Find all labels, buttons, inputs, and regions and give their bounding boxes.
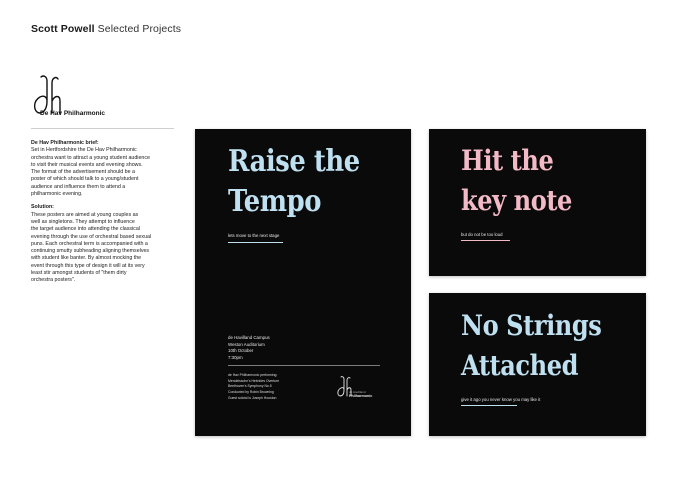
header-subtitle: Selected Projects	[97, 23, 182, 35]
tagline-underline	[461, 405, 517, 406]
poster-headline-line2: Tempo	[228, 184, 322, 219]
event-details	[228, 335, 270, 361]
brief-text: Set in Hertfordshire the De Hav Philharmonic orchestra want to attract a young student audience to visit their musical events and evening shows. The format of the advertisement should be a poster of which should talk to a young/student audience and influence them to attend a philharmonic evening.	[31, 147, 150, 198]
poster-tagline: lets move to the next stage	[228, 233, 280, 238]
event-date: 10th October	[228, 348, 254, 354]
poster-headline-line1: Hit the	[461, 144, 554, 177]
brand-name: De Hav Philharmonic	[40, 110, 106, 117]
poster-no-strings-attached	[429, 293, 646, 436]
poster-headline-line1: No Strings	[461, 309, 602, 342]
divider	[31, 128, 174, 129]
credit-line: Conducted by Robin Browning	[228, 390, 274, 395]
page-header	[31, 23, 181, 35]
credit-line: Guest soloist is Joseph Houston	[228, 395, 277, 400]
designer-name: Scott Powell	[31, 23, 95, 35]
tagline-underline	[461, 240, 510, 241]
tagline-underline	[228, 242, 283, 243]
poster-headline-line2: key note	[461, 184, 572, 217]
poster-brand-big: Philharmonic	[349, 394, 373, 398]
credit-line: Mendelssohn's Hebrides Overture	[228, 378, 280, 383]
credit-line: Beethoven's Symphony No.5	[228, 384, 272, 389]
poster-hit-the-key-note	[429, 129, 646, 276]
poster-divider	[228, 365, 380, 366]
poster-brand-small: de Havilland	[349, 390, 366, 394]
poster-headline-line1: Raise the	[228, 144, 360, 179]
project-brief	[31, 140, 181, 285]
solution-label: Solution:	[31, 204, 54, 211]
credit-line: de Hav Philharmonic performing:	[228, 373, 278, 377]
performance-credits	[228, 373, 279, 402]
brief-label: De Hav Philharmonic brief:	[31, 140, 99, 146]
event-venue: de Havilland Campus	[228, 335, 270, 340]
event-hall: Weston Auditorium	[228, 341, 265, 347]
event-time: 7:30pm	[228, 354, 243, 360]
poster-tagline: give it ago you never know you may like it	[461, 397, 541, 402]
poster-headline-line2: Attached	[461, 349, 579, 382]
poster-raise-the-tempo	[195, 129, 411, 436]
poster-brand	[349, 390, 372, 398]
solution-text: These posters are aimed at young couples as well as singletons. They attempt to influence the target audience into attending the classical evening through the use of orchestral based sexual puns. Each orchestral term is accompanied with a continuing smutty subheading aligning themselves with student like banter. By almost mocking the event through this type of design it will at its very least stir amongst students of "them dirty orchestra posters".	[31, 211, 152, 284]
poster-tagline: but do not be too loud	[461, 232, 503, 237]
